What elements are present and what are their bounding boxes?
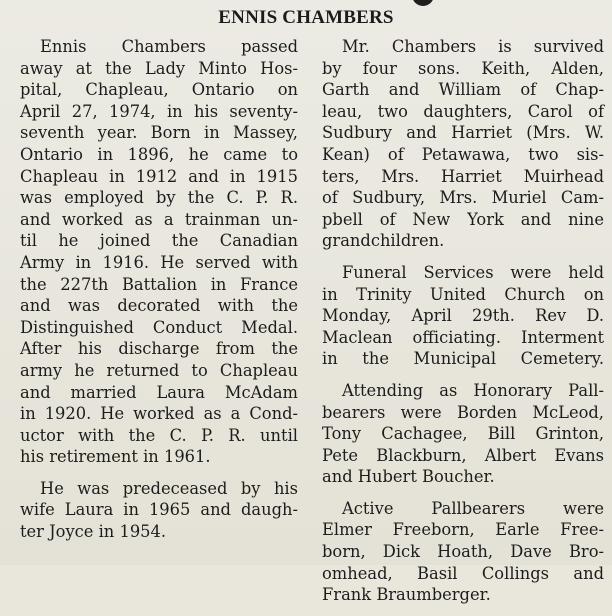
text-line: ters, Mrs. Harriet Muirhead — [322, 166, 604, 186]
text-line: was employed by the C. P. R. — [20, 188, 298, 208]
text-line: of Sudbury, Mrs. Muriel Cam- — [322, 188, 604, 208]
text-line: born, Dick Hoath, Dave Bro- — [322, 542, 604, 562]
text-line: in 1920. He worked as a Cond- — [20, 404, 298, 424]
text-line: April 27, 1974, in his seventy- — [20, 101, 298, 121]
active-pallbearers-paragraph — [322, 498, 604, 606]
text-line: Active Pallbearers were — [342, 498, 604, 518]
funeral-paragraph — [322, 262, 604, 370]
text-line: and Hubert Boucher. — [322, 467, 495, 487]
text-line: Maclean officiating. Interment — [322, 327, 604, 347]
text-line: Sudbury and Harriet (Mrs. W. — [322, 123, 604, 143]
clipping-edge-mark — [412, 0, 434, 6]
text-line: omhead, Basil Collings and — [322, 563, 604, 583]
text-line: Army in 1916. He served with — [20, 252, 298, 272]
text-line: away at the Lady Minto Hos- — [20, 58, 298, 78]
text-line: Chapleau in 1912 and in 1915 — [20, 166, 298, 186]
text-line: til he joined the Canadian — [20, 231, 298, 251]
text-line: Funeral Services were held — [342, 262, 604, 282]
text-line: Garth and William of Chap- — [322, 80, 604, 100]
text-line: in the Municipal Cemetery. — [322, 349, 604, 369]
text-line: and worked as a trainman un- — [20, 209, 298, 229]
text-line: Attending as Honorary Pall- — [342, 380, 604, 400]
survivors-paragraph — [322, 36, 604, 252]
text-line: and was decorated with the — [20, 296, 298, 316]
text-line: by four sons. Keith, Alden, — [322, 58, 604, 78]
text-line: Pete Blackburn, Albert Evans — [322, 445, 604, 465]
text-line: seventh year. Born in Massey, — [20, 123, 298, 143]
article-title: ENNIS CHAMBERS — [218, 7, 394, 28]
text-line: Frank Braumberger. — [322, 585, 491, 605]
text-line: his retirement in 1961. — [20, 447, 211, 467]
left-column — [20, 36, 298, 553]
text-line: pital, Chapleau, Ontario on — [20, 80, 298, 100]
obituary-paragraph — [20, 478, 298, 543]
text-line: Distinguished Conduct Medal. — [20, 317, 298, 337]
text-line: uctor with the C. P. R. until — [20, 425, 298, 445]
text-line: wife Laura in 1965 and daugh- — [20, 500, 298, 520]
text-line: Elmer Freeborn, Earle Free- — [322, 520, 604, 540]
text-line: Tony Cachagee, Bill Grinton, — [322, 424, 604, 444]
right-column — [322, 36, 604, 616]
text-line: grandchildren. — [322, 231, 445, 251]
text-line: and married Laura McAdam — [20, 382, 298, 402]
text-line: ter Joyce in 1954. — [20, 522, 167, 542]
honorary-pallbearers-paragraph — [322, 380, 604, 488]
text-line: Monday, April 29th. Rev D. — [322, 306, 604, 326]
text-line: leau, two daughters, Carol of — [322, 101, 604, 121]
text-line: Kean) of Petawawa, two sis- — [322, 144, 604, 164]
text-line: Mr. Chambers is survived — [342, 37, 604, 56]
text-line: army he returned to Chapleau — [20, 360, 298, 380]
text-line: in Trinity United Church on — [322, 284, 604, 304]
text-line: Ennis Chambers passed — [40, 37, 298, 56]
text-line: After his discharge from the — [20, 339, 298, 359]
text-line: the 227th Battalion in France — [20, 274, 298, 294]
text-line: Ontario in 1896, he came to — [20, 144, 298, 164]
text-line: He was predeceased by his — [40, 478, 298, 498]
text-line: pbell of New York and nine — [322, 209, 604, 229]
text-line: bearers were Borden McLeod, — [322, 402, 604, 422]
obituary-paragraph — [20, 36, 298, 468]
